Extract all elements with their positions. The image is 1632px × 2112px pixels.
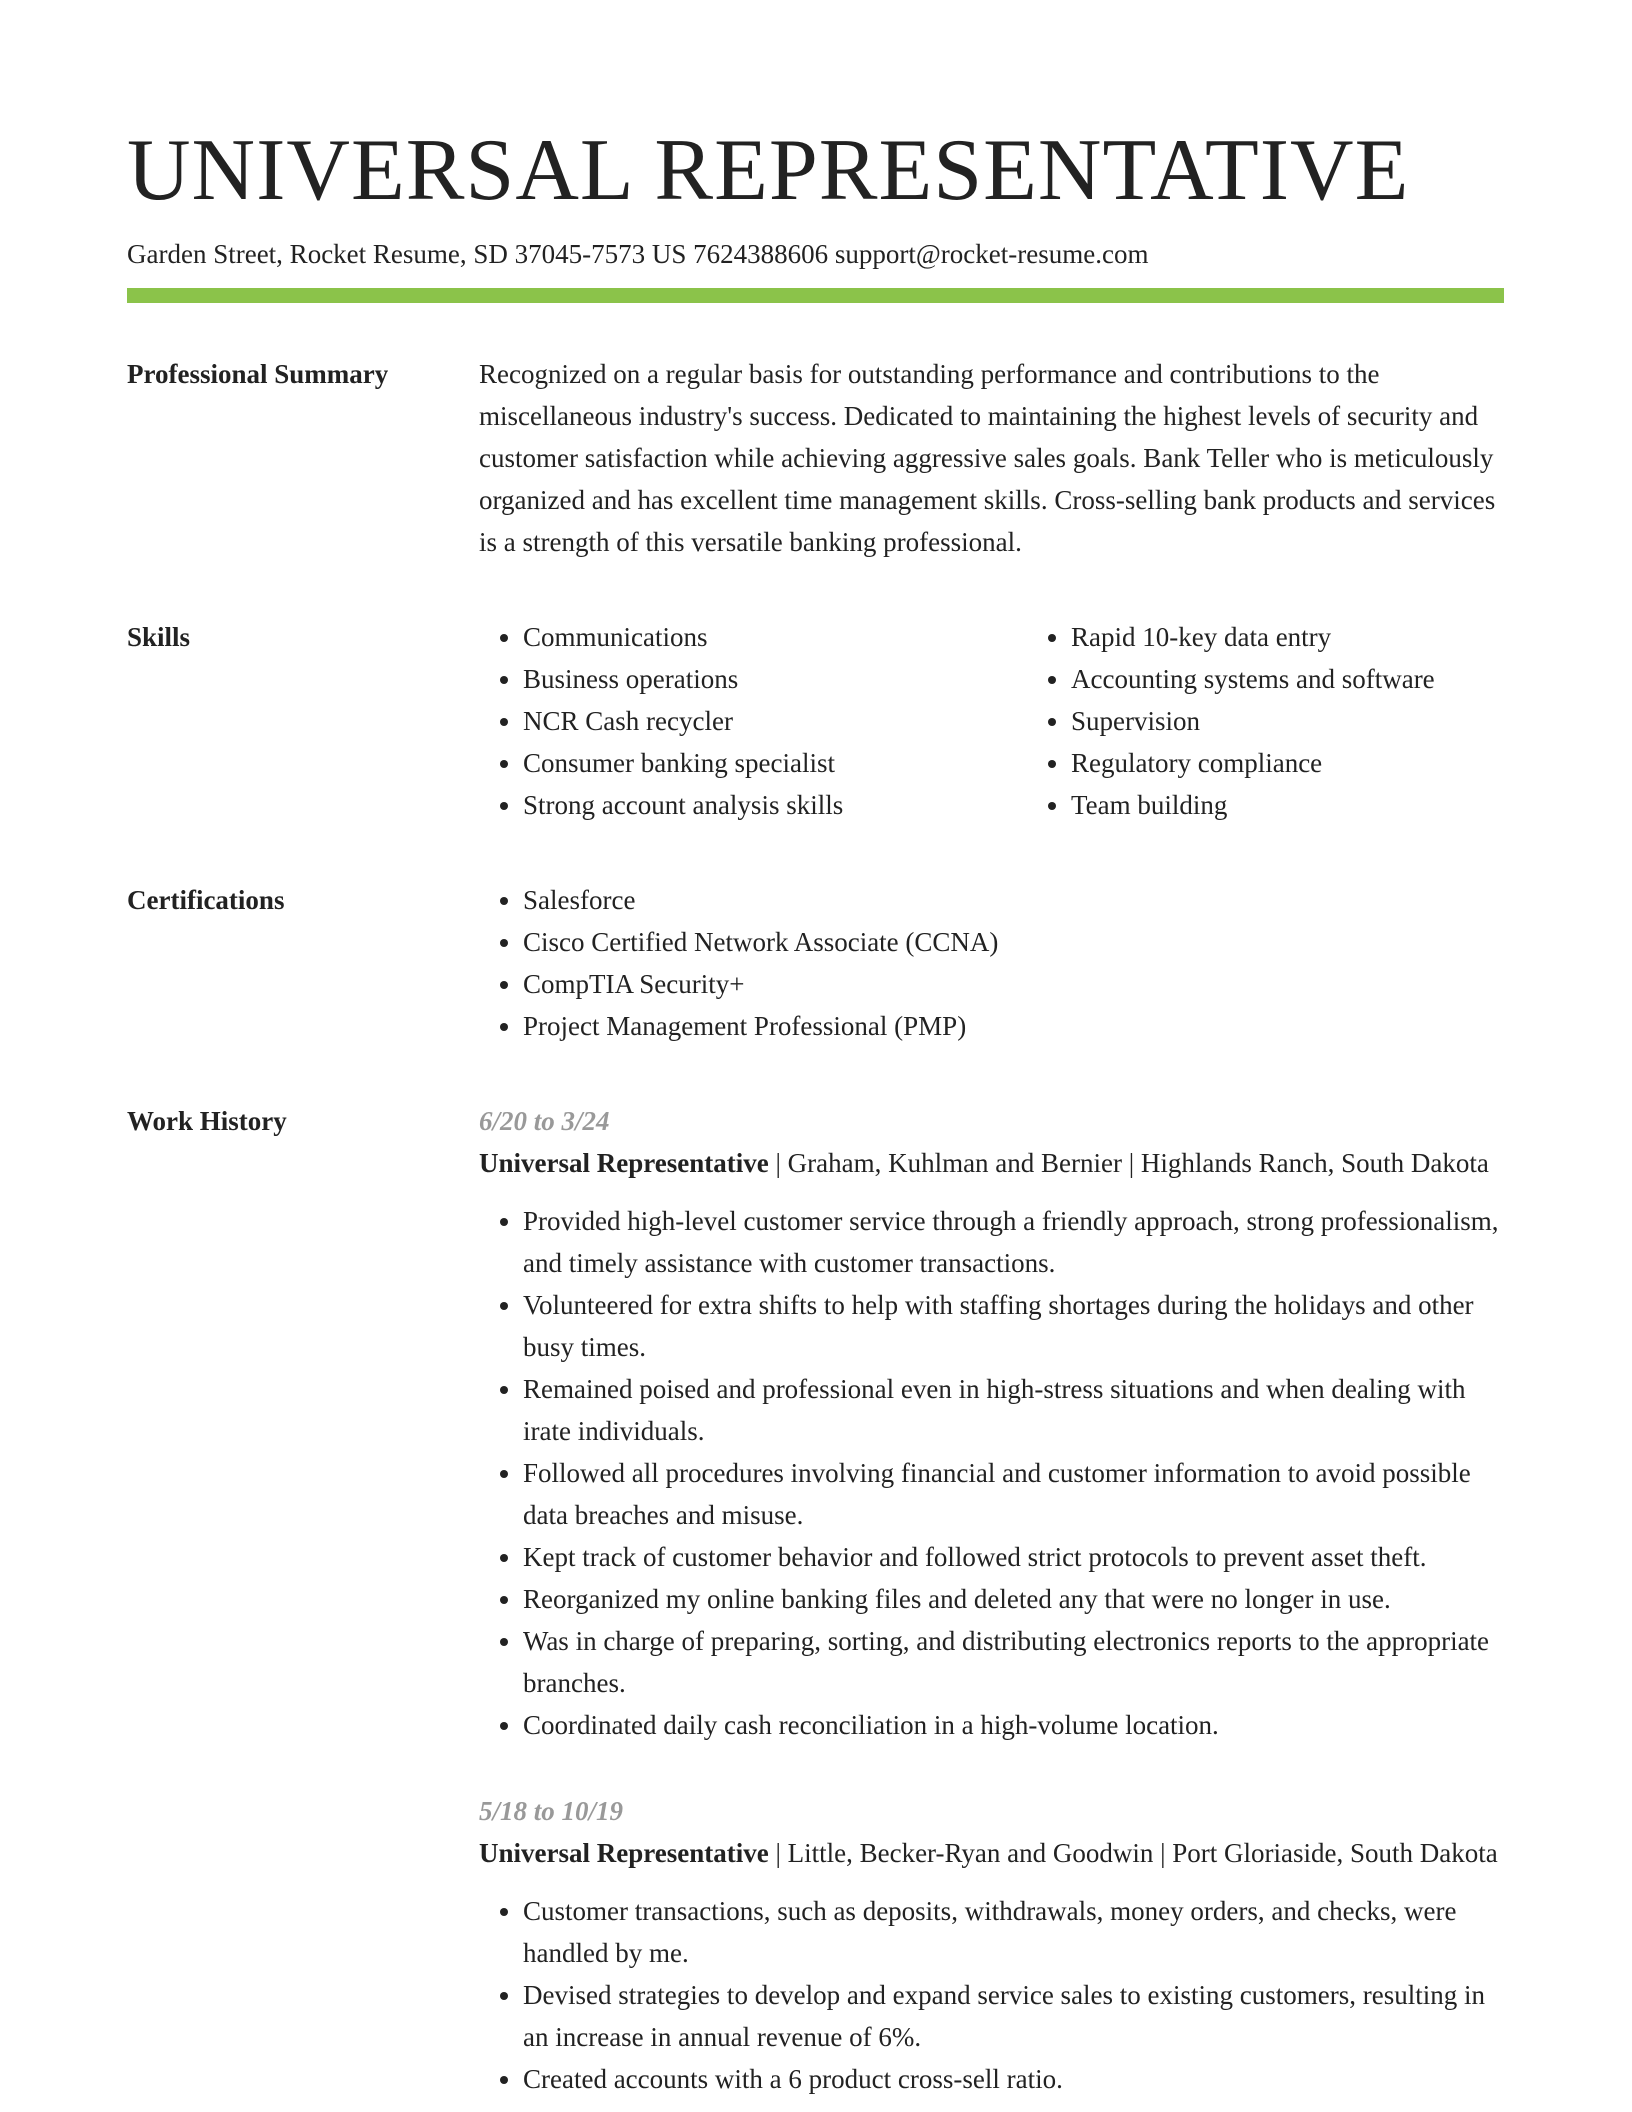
contact-phone: 7624388606 [693,239,829,269]
summary-body [479,353,1504,563]
job-title: Universal Representative [479,1838,769,1868]
skill-item: • Rapid 10-key data entry [1071,616,1435,658]
contact-line [127,236,1504,272]
job-title: Universal Representative [479,1148,769,1178]
section-title-work-history: Work History [127,1106,287,1136]
section-title-skills: Skills [127,622,191,652]
certification-item: • Project Management Professional (PMP) [523,1005,1504,1047]
skill-item: • Regulatory compliance [1071,742,1435,784]
skill-item: • NCR Cash recycler [523,700,1027,742]
job-employer-location: | Graham, Kuhlman and Bernier | Highlands Ranch, South Dakota [768,1148,1489,1178]
job-bullet: • Coordinated daily cash reconciliation in a high-volume location. [523,1704,1504,1746]
job-bullet: • Kept track of customer behavior and followed strict protocols to prevent asset theft. [523,1536,1504,1578]
job-entry [479,1100,1504,1746]
job-dates: 5/18 to 10/19 [479,1796,624,1826]
header-divider [127,288,1504,303]
job-employer-location: | Little, Becker-Ryan and Goodwin | Port Gloriaside, South Dakota [768,1838,1498,1868]
job-bullet-list [479,1890,1504,2100]
certifications-list [479,879,1504,1047]
skill-item: • Team building [1071,784,1435,826]
job-bullet: • Was in charge of preparing, sorting, and distributing electronics reports to the appropriate branches. [523,1620,1504,1704]
section-title-summary: Professional Summary [127,359,389,389]
job-heading [479,1142,1504,1184]
job-bullet-list [479,1200,1504,1746]
job-bullet: • Volunteered for extra shifts to help with staffing shortages during the holidays and other busy times. [523,1284,1504,1368]
section-title-certifications: Certifications [127,885,285,915]
skill-item: • Consumer banking specialist [523,742,1027,784]
skills-list-right [1027,616,1435,826]
certifications-body [479,879,1504,1047]
certifications-section [127,879,1504,1047]
contact-email: support@rocket-resume.com [834,239,1149,269]
resume-page [127,116,1504,2100]
contact-address: Garden Street, Rocket Resume, SD 37045-7573 US [127,239,687,269]
job-dates: 6/20 to 3/24 [479,1106,610,1136]
job-bullet: • Provided high-level customer service through a friendly approach, strong professionalism, and timely assistance with customer transactions. [523,1200,1504,1284]
work-history-body [479,1100,1504,2100]
skills-columns [479,616,1504,826]
job-bullet: • Created accounts with a 6 product cross-sell ratio. [523,2058,1504,2100]
job-bullet: • Devised strategies to develop and expand service sales to existing customers, resulting in an increase in annual revenue of 6%. [523,1974,1504,2058]
job-bullet: • Remained poised and professional even in high-stress situations and when dealing with irate individuals. [523,1368,1504,1452]
skill-item: • Business operations [523,658,1027,700]
summary-text: Recognized on a regular basis for outstanding performance and contributions to the miscellaneous industry's success. Dedicated to maintaining the highest levels of security and customer satisfaction while achieving aggressive sales goals. Bank Teller who is meticulously organized and has excellent time management skills. Cross-selling bank products and services is a strength of this versatile banking professional. [479,359,1496,557]
skill-item: • Accounting systems and software [1071,658,1435,700]
skills-list-left [479,616,1027,826]
job-bullet: • Followed all procedures involving financial and customer information to avoid possible data breaches and misuse. [523,1452,1504,1536]
job-bullet: • Customer transactions, such as deposits, withdrawals, money orders, and checks, were handled by me. [523,1890,1504,1974]
job-entry [479,1790,1504,2100]
skills-body [479,616,1504,826]
skill-item: • Supervision [1071,700,1435,742]
job-heading [479,1832,1504,1874]
certification-item: • CompTIA Security+ [523,963,1504,1005]
certification-item: • Cisco Certified Network Associate (CCNA) [523,921,1504,963]
work-history-section [127,1100,1504,2100]
certification-item: • Salesforce [523,879,1504,921]
skills-section [127,616,1504,826]
job-bullet: • Reorganized my online banking files and deleted any that were no longer in use. [523,1578,1504,1620]
candidate-name: UNIVERSAL REPRESENTATIVE [127,122,1410,219]
skill-item: • Communications [523,616,1027,658]
summary-section [127,353,1504,563]
skill-item: • Strong account analysis skills [523,784,1027,826]
